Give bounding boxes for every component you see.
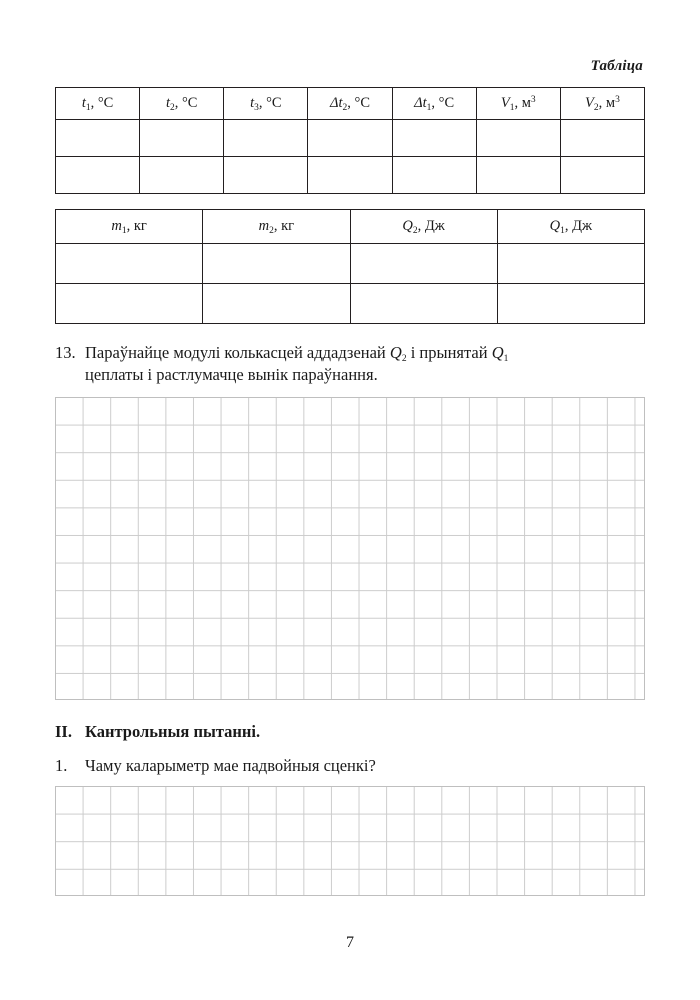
- table-header-cell: $V_1$, $м^3$: [476, 88, 560, 120]
- table-cell[interactable]: [476, 157, 560, 194]
- table-header-cell: $m_2$, кг: [203, 210, 350, 244]
- measurements-table-2: [55, 209, 645, 324]
- symbol-q2-subscript: 2: [401, 354, 407, 364]
- table-row: [56, 284, 645, 324]
- table-cell[interactable]: [203, 244, 350, 284]
- table-cell[interactable]: [224, 157, 308, 194]
- table-cell[interactable]: [56, 244, 203, 284]
- table-row: [56, 244, 645, 284]
- table-cell[interactable]: [560, 120, 644, 157]
- answer-grid-question-1[interactable]: [55, 786, 645, 896]
- task-text-part1: Параўнайце модулі колькасцей аддадзенай: [85, 343, 390, 362]
- table-cell[interactable]: [497, 244, 644, 284]
- table-header-cell: $Q_1$, Дж: [497, 210, 644, 244]
- table-cell[interactable]: [476, 120, 560, 157]
- table-cell[interactable]: [308, 157, 392, 194]
- table-cell[interactable]: [497, 284, 644, 324]
- answer-grid-task-13[interactable]: [55, 397, 645, 700]
- task-text-line2: цеплаты і растлумачце вынік параўнання.: [85, 365, 378, 385]
- table-row: [56, 157, 645, 194]
- section-numeral: II.: [55, 721, 72, 741]
- table-header-cell: $\Delta t_2$, °C: [308, 88, 392, 120]
- symbol-q2: Q: [389, 343, 402, 362]
- table-cell[interactable]: [56, 284, 203, 324]
- table-header-cell: $Q_2$, Дж: [350, 210, 497, 244]
- task-number: 13.: [55, 343, 76, 362]
- table-header-cell: $t_3$, °C: [224, 88, 308, 120]
- table-cell[interactable]: [560, 157, 644, 194]
- task-text: [85, 342, 645, 387]
- question-1: [55, 756, 645, 776]
- table-row: [56, 120, 645, 157]
- table-cell[interactable]: [56, 157, 140, 194]
- table-cell[interactable]: [224, 120, 308, 157]
- table-header-cell: $t_2$, °C: [140, 88, 224, 120]
- page-number: 7: [346, 934, 354, 951]
- table-cell[interactable]: [203, 284, 350, 324]
- table-cell[interactable]: [392, 120, 476, 157]
- symbol-q1-subscript: 1: [503, 354, 509, 364]
- table-header-cell: $t_1$, °C: [56, 88, 140, 120]
- section-heading-ii: [55, 722, 645, 742]
- symbol-q1: Q: [491, 343, 504, 362]
- task-13: [55, 342, 645, 387]
- task-text-part2: і прынятай: [406, 343, 492, 362]
- table-cell[interactable]: [350, 244, 497, 284]
- section-title: Кантрольныя пытанні.: [85, 721, 261, 741]
- table-header-row: [56, 88, 645, 120]
- question-text: Чаму каларыметр мае падвойныя сценкі?: [85, 755, 376, 775]
- table-cell[interactable]: [308, 120, 392, 157]
- table-header-row: [56, 210, 645, 244]
- table-cell[interactable]: [140, 157, 224, 194]
- table-caption: Табліца: [590, 58, 643, 74]
- table-cell[interactable]: [56, 120, 140, 157]
- table-cell[interactable]: [350, 284, 497, 324]
- table-header-cell: $m_1$, кг: [56, 210, 203, 244]
- table-cell[interactable]: [392, 157, 476, 194]
- table-header-cell: $\Delta t_1$, °C: [392, 88, 476, 120]
- table-cell[interactable]: [140, 120, 224, 157]
- question-number: 1.: [55, 755, 68, 775]
- measurements-table-1: [55, 87, 645, 194]
- table-header-cell: $V_2$, $м^3$: [560, 88, 644, 120]
